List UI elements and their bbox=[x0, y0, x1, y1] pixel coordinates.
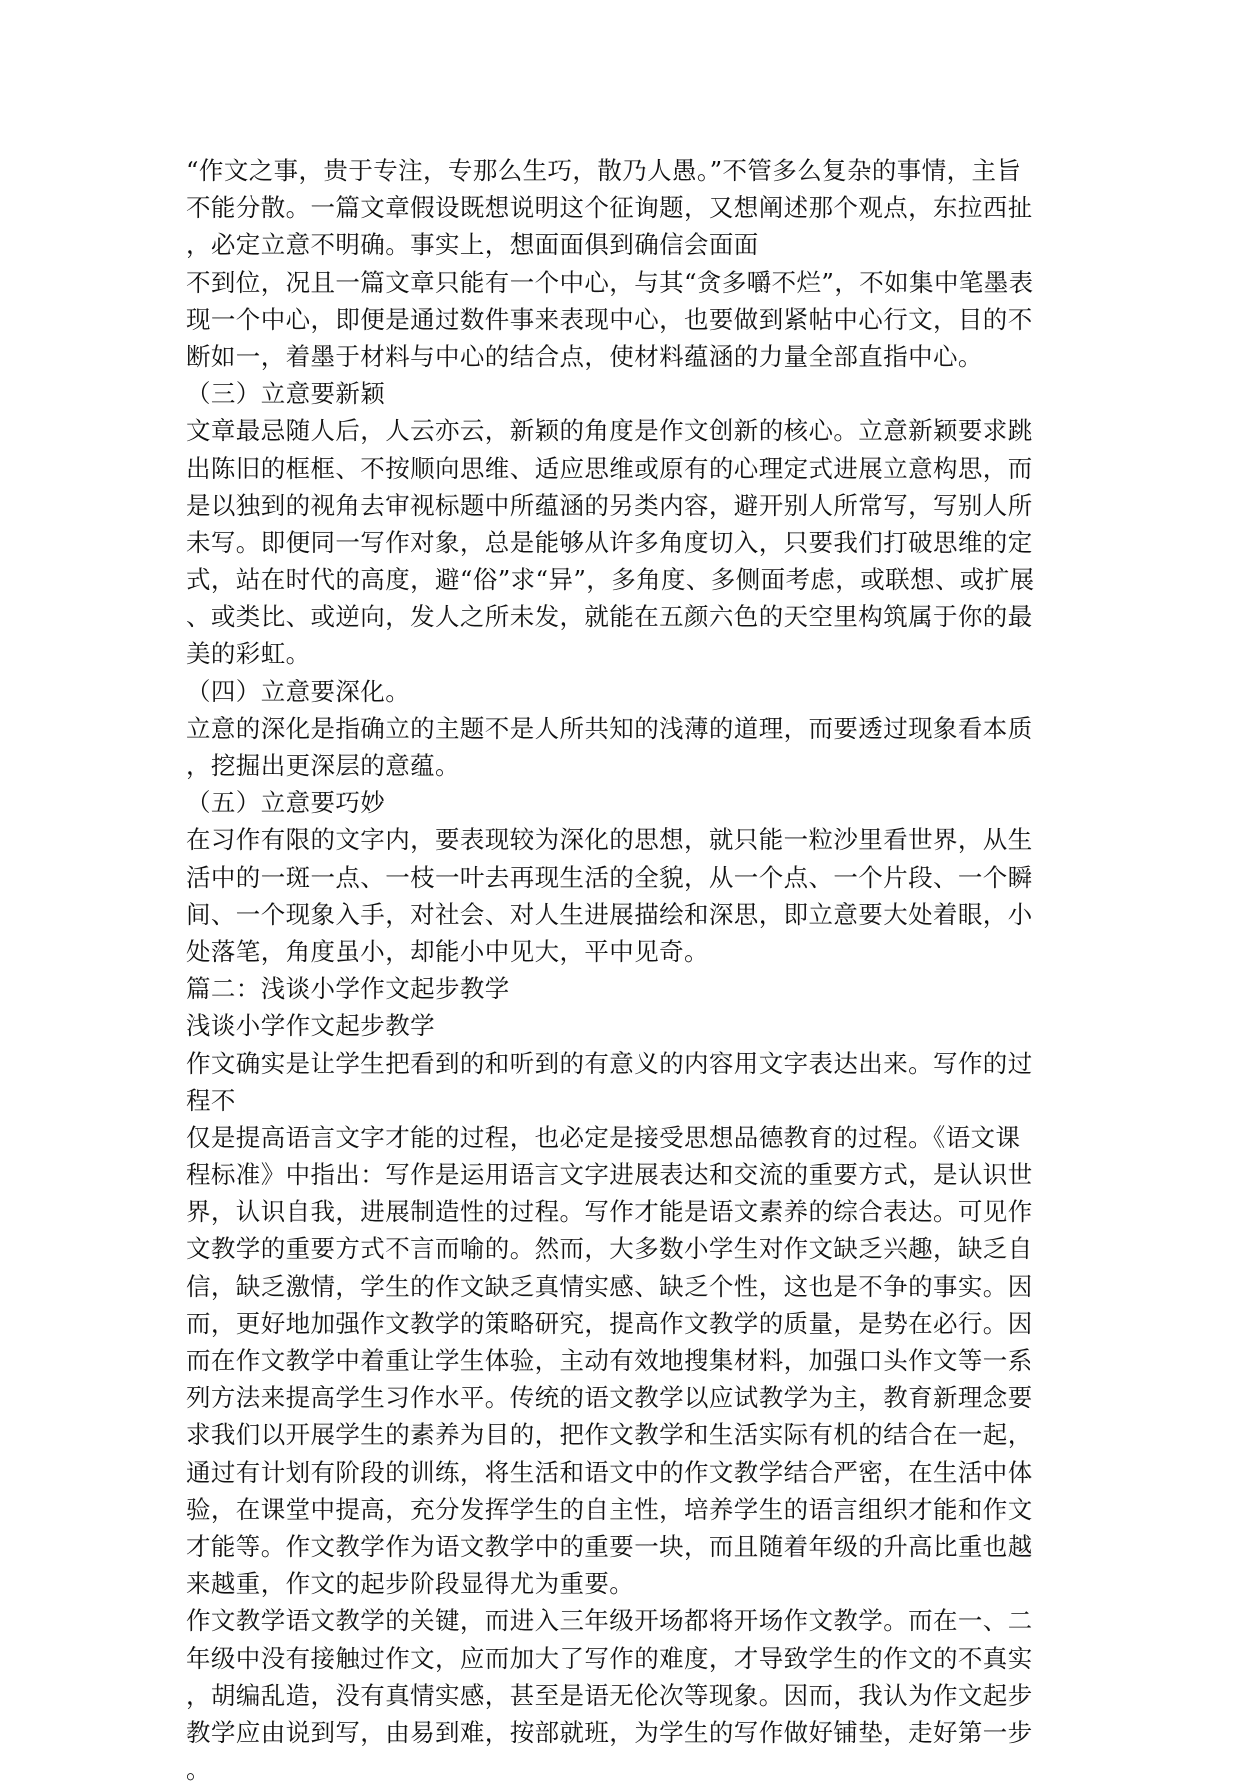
text-line: 而，更好地加强作文教学的策略研究，提高作文教学的质量，是势在必行。因 bbox=[186, 1308, 1033, 1338]
text-line: 年级中没有接触过作文，应而加大了写作的难度，才导致学生的作文的不真实 bbox=[186, 1643, 1033, 1673]
text-line: 处落笔，角度虽小，却能小中见大，平中见奇。 bbox=[186, 936, 709, 966]
text-line: 列方法来提高学生习作水平。传统的语文教学以应试教学为主，教育新理念要 bbox=[186, 1383, 1033, 1413]
text-line: 活中的一斑一点、一枝一叶去再现生活的全貌，从一个点、一个片段、一个瞬 bbox=[186, 862, 1033, 892]
text-line: 式，站在时代的高度，避“俗”求“异”，多角度、多侧面考虑，或联想、或扩展 bbox=[186, 565, 1035, 595]
text-line: 未写。即便同一写作对象，总是能够从许多角度切入，只要我们打破思维的定 bbox=[186, 527, 1033, 557]
text-line: 程标准》中指出：写作是运用语言文字进展表达和交流的重要方式，是认识世 bbox=[186, 1160, 1033, 1190]
text-line: 不到位，况且一篇文章只能有一个中心，与其“贪多嚼不烂”，不如集中笔墨表 bbox=[186, 267, 1034, 297]
text-line: 信，缺乏激情，学生的作文缺乏真情实感、缺乏个性，这也是不争的事实。因 bbox=[186, 1271, 1033, 1301]
text-line: 才能等。作文教学作为语文教学中的重要一块，而且随着年级的升高比重也越 bbox=[186, 1531, 1033, 1561]
text-line: 作文教学语文教学的关键，而进入三年级开场都将开场作文教学。而在一、二 bbox=[186, 1606, 1033, 1636]
text-line: 通过有计划有阶段的训练，将生活和语文中的作文教学结合严密，在生活中体 bbox=[186, 1457, 1033, 1487]
text-line: 。 bbox=[186, 1755, 211, 1785]
text-line: ，挖掘出更深层的意蕴。 bbox=[186, 751, 460, 780]
section-heading: （五）立意要巧妙 bbox=[186, 788, 386, 818]
text-line: 文教学的重要方式不言而喻的。然而，大多数小学生对作文缺乏兴趣，缺乏自 bbox=[186, 1234, 1033, 1264]
text-line: 求我们以开展学生的素养为目的，把作文教学和生活实际有机的结合在一起， bbox=[186, 1420, 1033, 1450]
text-line: ，必定立意不明确。事实上，想面面俱到确信会面面 bbox=[186, 230, 759, 260]
text-line: 在习作有限的文字内，要表现较为深化的思想，就只能一粒沙里看世界，从生 bbox=[186, 825, 1033, 855]
section-heading: （四）立意要深化。 bbox=[186, 676, 411, 706]
text-line: ，胡编乱造，没有真情实感，甚至是语无伦次等现象。因而，我认为作文起步 bbox=[186, 1680, 1033, 1710]
chapter-heading: 篇二：浅谈小学作文起步教学 bbox=[186, 974, 510, 1004]
section-heading: （三）立意要新颖 bbox=[186, 379, 386, 409]
text-line: 不能分散。一篇文章假设既想说明这个征询题，又想阐述那个观点，东拉西扯 bbox=[186, 193, 1033, 223]
text-line: 界，认识自我，进展制造性的过程。写作才能是语文素养的综合表达。可见作 bbox=[186, 1197, 1033, 1227]
text-line: 验，在课堂中提高，充分发挥学生的自主性，培养学生的语言组织才能和作文 bbox=[186, 1494, 1033, 1524]
text-line: 程不 bbox=[186, 1085, 236, 1115]
text-line: 断如一，着墨于材料与中心的结合点，使材料蕴涵的力量全部直指中心。 bbox=[186, 341, 983, 371]
text-line: 来越重，作文的起步阶段显得尤为重要。 bbox=[186, 1569, 635, 1599]
text-line: 间、一个现象入手，对社会、对人生进展描绘和深思，即立意要大处着眼，小 bbox=[186, 899, 1033, 929]
text-line: 作文确实是让学生把看到的和听到的有意义的内容用文字表达出来。写作的过 bbox=[186, 1048, 1033, 1078]
text-line: 现一个中心，即便是通过数件事来表现中心，也要做到紧帖中心行文，目的不 bbox=[186, 304, 1033, 334]
text-line: “作文之事，贵于专注，专那么生巧，散乃人愚。”不管多么复杂的事情，主旨 bbox=[186, 156, 1022, 185]
text-line: 仅是提高语言文字才能的过程，也必定是接受思想品德教育的过程。《语文课 bbox=[186, 1122, 1021, 1152]
text-line: 文章最忌随人后，人云亦云，新颖的角度是作文创新的核心。立意新颖要求跳 bbox=[186, 416, 1033, 446]
document-page bbox=[186, 152, 1066, 1788]
article-title: 浅谈小学作文起步教学 bbox=[186, 1011, 435, 1041]
text-line: 而在作文教学中着重让学生体验，主动有效地搜集材料，加强口头作文等一系 bbox=[186, 1346, 1033, 1375]
text-line: 出陈旧的框框、不按顺向思维、适应思维或原有的心理定式进展立意构思，而 bbox=[186, 453, 1033, 483]
text-line: 立意的深化是指确立的主题不是人所共知的浅薄的道理，而要透过现象看本质 bbox=[186, 713, 1033, 743]
text-line: 教学应由说到写，由易到难，按部就班，为学生的写作做好铺垫，走好第一步 bbox=[186, 1717, 1033, 1747]
text-line: 美的彩虹。 bbox=[186, 639, 311, 669]
text-line: 是以独到的视角去审视标题中所蕴涵的另类内容，避开别人所常写，写别人所 bbox=[186, 490, 1033, 520]
text-line: 、或类比、或逆向，发人之所未发，就能在五颜六色的天空里构筑属于你的最 bbox=[186, 602, 1033, 632]
